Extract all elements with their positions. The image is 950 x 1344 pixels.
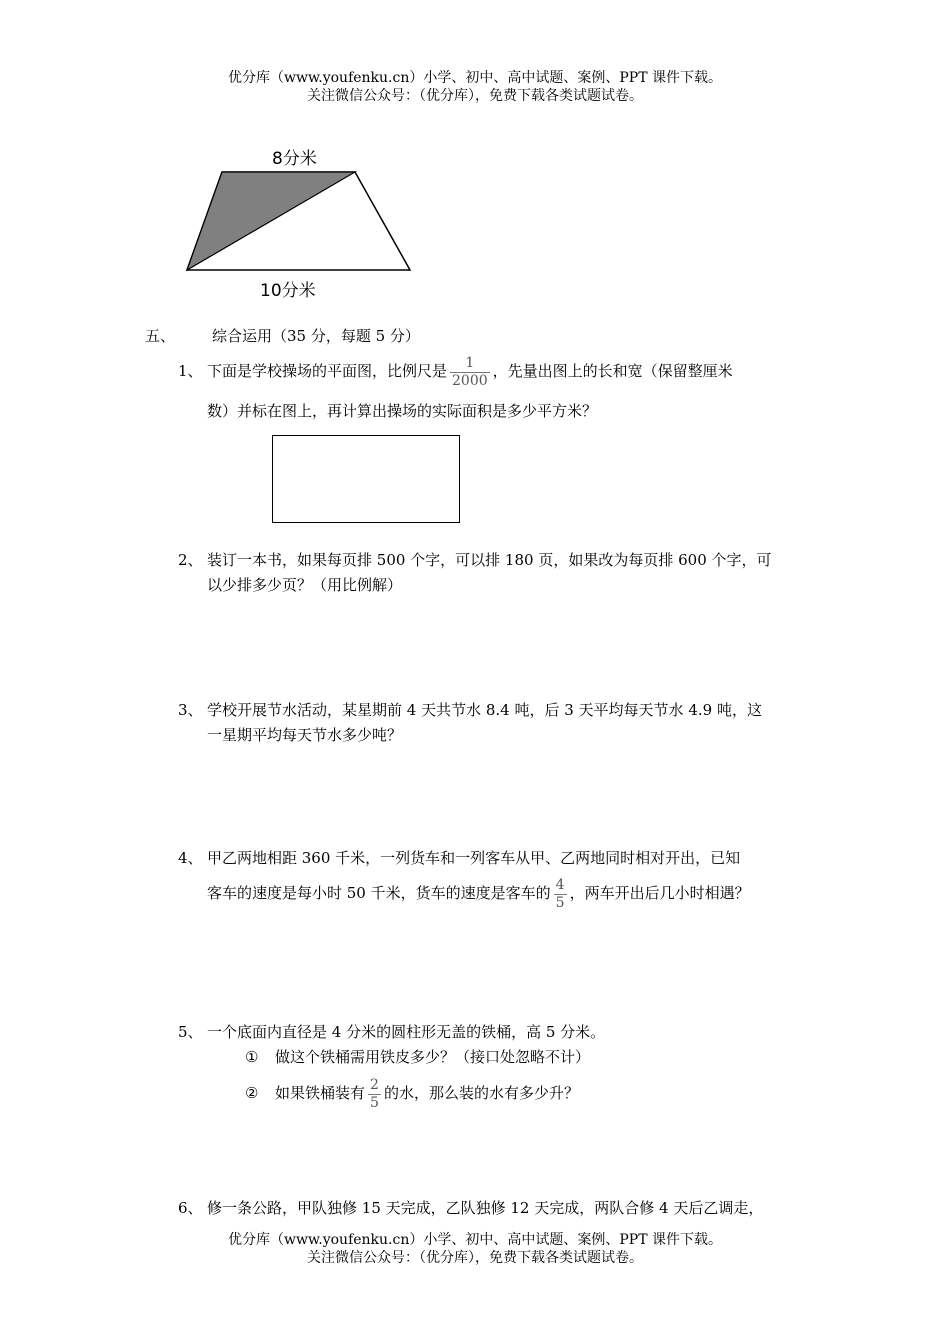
section-number: 五、 <box>145 327 176 345</box>
header-line-1: 优分库（www.youfenku.cn）小学、初中、高中试题、案例、PPT 课件下载。 <box>227 70 722 86</box>
q5-sub2-part2: 的水，那么装的水有多少升？ <box>383 1084 579 1102</box>
footer-line-2: 关注微信公众号：（优分库），免费下载各类试题试卷。 <box>307 1250 643 1266</box>
q2-number: 2、 <box>178 551 203 569</box>
q1-line-2: 数）并标在图上，再计算出操场的实际面积是多少平方米？ <box>207 402 598 420</box>
section-title: 综合运用（35 分，每题 5 分） <box>212 327 420 345</box>
q2-line-2: 以少排多少页？（用比例解） <box>207 576 403 594</box>
q5-frac-num: 2 <box>370 1076 379 1093</box>
q5-line-1: 一个底面内直径是 4 分米的圆柱形无盖的铁桶，高 5 分米。 <box>207 1023 606 1041</box>
q1-text-part1: 下面是学校操场的平面图，比例尺是 <box>207 362 448 380</box>
q1-line-1 <box>207 352 733 390</box>
q5-fraction <box>368 1077 381 1112</box>
q3-line-1: 学校开展节水活动，某星期前 4 天共节水 8.4 吨，后 3 天平均每天节水 4.9 吨，这 <box>207 701 762 719</box>
q6-line-1: 修一条公路，甲队独修 15 天完成，乙队独修 12 天完成，两队合修 4 天后乙调走， <box>207 1199 764 1217</box>
q4-line-2 <box>207 874 750 912</box>
q4-line-1: 甲乙两地相距 360 千米，一列货车和一列客车从甲、乙两地同时相对开出，已知 <box>207 849 741 867</box>
bottom-label: 10分米 <box>260 281 316 301</box>
shaded-triangle <box>187 172 355 270</box>
playground-rectangle <box>272 435 460 523</box>
footer-line-1: 优分库（www.youfenku.cn）小学、初中、高中试题、案例、PPT 课件下载。 <box>227 1232 722 1248</box>
q1-number: 1、 <box>178 362 203 380</box>
q4-fraction <box>554 877 567 912</box>
q1-frac-num: 1 <box>465 354 475 371</box>
q5-sub2-line <box>275 1074 579 1112</box>
q4-text-part1: 客车的速度是每小时 50 千米，货车的速度是客车的 <box>207 884 551 902</box>
q6-number: 6、 <box>178 1199 203 1217</box>
q1-fraction <box>450 355 490 390</box>
q5-number: 5、 <box>178 1023 203 1041</box>
q2-line-1: 装订一本书，如果每页排 500 个字，可以排 180 页，如果改为每页排 600 个字，可 <box>207 551 772 569</box>
q5-sub1-mark: ① <box>245 1048 259 1066</box>
top-label: 8分米 <box>272 149 317 169</box>
q5-sub1-text: 做这个铁桶需用铁皮多少？（接口处忽略不计） <box>275 1048 591 1066</box>
trapezoid-figure <box>180 140 420 305</box>
q5-frac-den: 5 <box>370 1094 379 1111</box>
header-line-2: 关注微信公众号：（优分库），免费下载各类试题试卷。 <box>307 88 643 104</box>
q4-number: 4、 <box>178 849 203 867</box>
q4-text-part2: ，两车开出后几小时相遇？ <box>569 884 750 902</box>
q1-text-part2: ，先量出图上的长和宽（保留整厘米 <box>492 362 733 380</box>
q1-frac-den: 2000 <box>452 372 488 389</box>
q5-sub2-mark: ② <box>245 1084 259 1102</box>
q4-frac-den: 5 <box>555 894 565 911</box>
q5-sub2-part1: 如果铁桶装有 <box>275 1084 366 1102</box>
q3-line-2: 一星期平均每天节水多少吨？ <box>207 726 403 744</box>
q3-number: 3、 <box>178 701 203 719</box>
q4-frac-num: 4 <box>555 876 565 893</box>
